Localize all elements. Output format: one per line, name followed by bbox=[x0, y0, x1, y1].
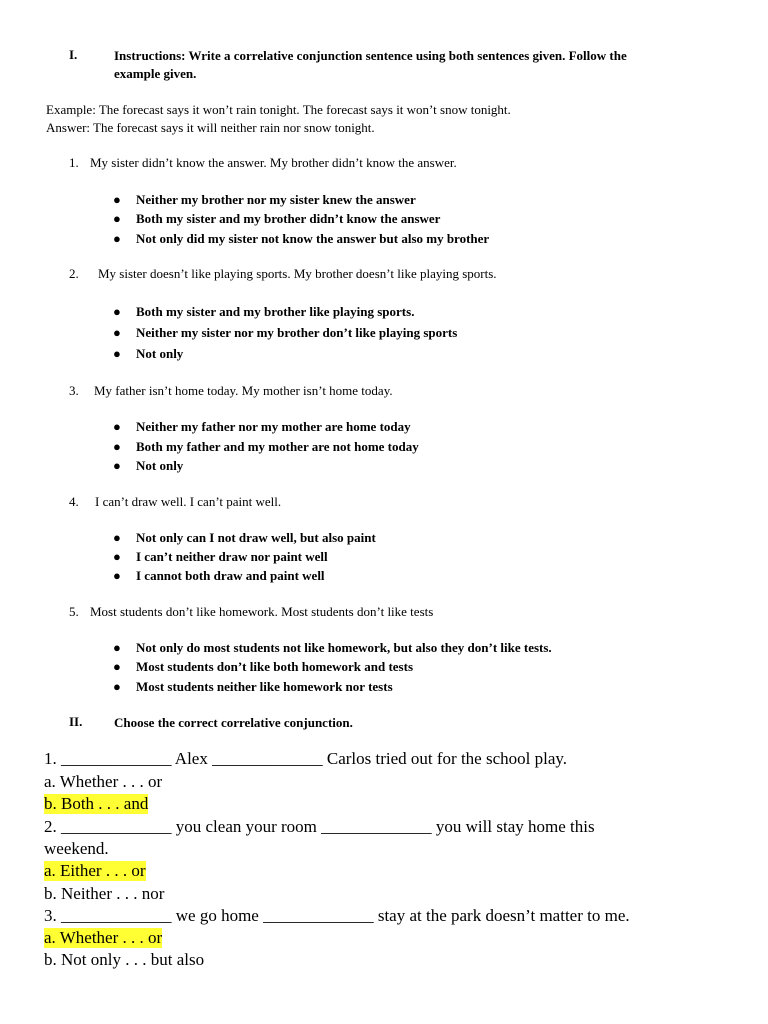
question-2-number: 2. bbox=[69, 266, 79, 281]
question-1-number: 1. bbox=[69, 155, 79, 170]
q1-answer-1: ● Neither my brother nor my sister knew the answer bbox=[113, 192, 416, 207]
s2-item-2-sentence: 2. _____________ you clean your room _____________ you will stay home this bbox=[44, 817, 595, 836]
s2-item-1-option-a: a. Whether . . . or bbox=[44, 772, 163, 791]
question-4-number: 4. bbox=[69, 494, 79, 509]
question-3-prompt: My father isn’t home today. My mother isn’t home today. bbox=[94, 383, 393, 398]
section-2-number: II. bbox=[69, 714, 83, 729]
q2-answer-1: ● Both my sister and my brother like playing sports. bbox=[113, 304, 415, 319]
q4-answer-1: ● Not only can I not draw well, but also paint bbox=[113, 530, 376, 545]
q2-answer-2: ● Neither my sister nor my brother don’t like playing sports bbox=[113, 325, 458, 340]
q1-answer-3: ● Not only did my sister not know the answer but also my brother bbox=[113, 231, 490, 246]
q5-answer-2: ● Most students don’t like both homework and tests bbox=[113, 659, 413, 674]
s2-item-2-option-a: a. Either . . . or bbox=[44, 861, 146, 880]
s2-item-3-sentence: 3. _____________ we go home _____________ stay at the park doesn’t matter to me. bbox=[44, 906, 630, 925]
q4-answer-3: ● I cannot both draw and paint well bbox=[113, 568, 325, 583]
q5-answer-1: ● Not only do most students not like homework, but also they don’t like tests. bbox=[113, 640, 552, 655]
q3-answer-2: ● Both my father and my mother are not home today bbox=[113, 439, 419, 454]
q2-answer-3: ● Not only bbox=[113, 346, 184, 361]
s2-item-3-option-a: a. Whether . . . or bbox=[44, 928, 163, 947]
q3-answer-3: ● Not only bbox=[113, 458, 184, 473]
example-text: Example: The forecast says it won’t rain tonight. The forecast says it won’t snow tonight. bbox=[46, 102, 511, 117]
section-1-number: I. bbox=[69, 47, 78, 62]
section-2-instructions: Choose the correct correlative conjunction. bbox=[114, 715, 353, 730]
q5-answer-3: ● Most students neither like homework nor tests bbox=[113, 679, 393, 694]
example-answer: Answer: The forecast says it will neither rain nor snow tonight. bbox=[46, 120, 375, 135]
s2-item-2-option-b: b. Neither . . . nor bbox=[44, 884, 165, 903]
s2-item-3-option-b: b. Not only . . . but also bbox=[44, 950, 205, 969]
s2-item-1-option-b: b. Both . . . and bbox=[44, 794, 149, 813]
s2-item-2-sentence-cont: weekend. bbox=[44, 839, 109, 858]
question-5-number: 5. bbox=[69, 604, 79, 619]
instructions-line-1: Instructions: Write a correlative conjunction sentence using both sentences given. Follow the bbox=[114, 48, 627, 63]
q4-answer-2: ● I can’t neither draw nor paint well bbox=[113, 549, 328, 564]
question-5-prompt: Most students don’t like homework. Most students don’t like tests bbox=[90, 604, 434, 619]
question-3-number: 3. bbox=[69, 383, 79, 398]
question-4-prompt: I can’t draw well. I can’t paint well. bbox=[95, 494, 282, 509]
question-1-prompt: My sister didn’t know the answer. My brother didn’t know the answer. bbox=[90, 155, 457, 170]
s2-item-1-sentence: 1. _____________ Alex _____________ Carlos tried out for the school play. bbox=[44, 749, 568, 768]
q3-answer-1: ● Neither my father nor my mother are home today bbox=[113, 419, 411, 434]
instructions-line-2: example given. bbox=[114, 66, 197, 81]
question-2-prompt: My sister doesn’t like playing sports. My brother doesn’t like playing sports. bbox=[98, 266, 497, 281]
q1-answer-2: ● Both my sister and my brother didn’t know the answer bbox=[113, 211, 441, 226]
section-1-instructions bbox=[114, 47, 627, 83]
